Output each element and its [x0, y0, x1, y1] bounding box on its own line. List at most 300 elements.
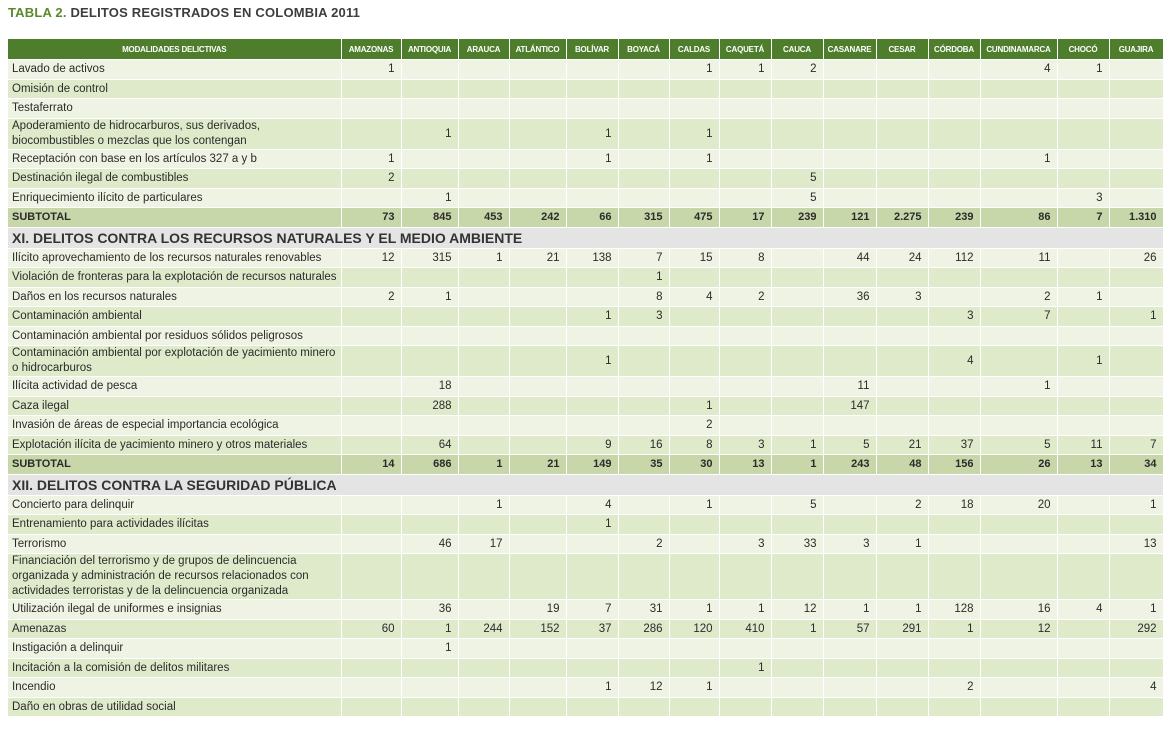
value-cell [618, 188, 669, 208]
value-cell [928, 697, 980, 717]
value-cell [771, 658, 823, 678]
value-cell [618, 396, 669, 416]
value-cell [876, 639, 928, 659]
section-heading-row [8, 227, 1163, 248]
value-cell [341, 600, 401, 620]
column-header-department: BOYACÁ [618, 39, 669, 60]
value-cell [876, 149, 928, 169]
value-cell [928, 377, 980, 397]
value-cell: 1 [771, 455, 823, 475]
value-cell [719, 554, 771, 600]
value-cell [401, 416, 458, 436]
column-header-department: CÓRDOBA [928, 39, 980, 60]
value-cell [823, 60, 876, 80]
value-cell: 152 [509, 619, 566, 639]
value-cell [823, 416, 876, 436]
value-cell: 1 [401, 619, 458, 639]
value-cell [980, 346, 1057, 377]
value-cell [980, 697, 1057, 717]
value-cell [341, 268, 401, 288]
value-cell [458, 515, 509, 535]
value-cell [1057, 377, 1109, 397]
value-cell [1109, 326, 1163, 346]
value-cell [1057, 697, 1109, 717]
value-cell: 292 [1109, 619, 1163, 639]
value-cell [566, 188, 618, 208]
table-row [8, 697, 1163, 717]
crime-label: Caza ilegal [8, 396, 341, 416]
value-cell [980, 188, 1057, 208]
value-cell: 4 [1057, 600, 1109, 620]
value-cell [1109, 268, 1163, 288]
value-cell: 1 [719, 60, 771, 80]
value-cell [566, 268, 618, 288]
value-cell [401, 149, 458, 169]
value-cell [509, 697, 566, 717]
value-cell [719, 268, 771, 288]
crime-label: Invasión de áreas de especial importancia ecológica [8, 416, 341, 436]
value-cell: 7 [980, 307, 1057, 327]
value-cell: 12 [980, 619, 1057, 639]
value-cell: 138 [566, 248, 618, 268]
value-cell: 21 [509, 248, 566, 268]
table-row [8, 554, 1163, 600]
value-cell: 30 [669, 455, 719, 475]
value-cell: 121 [823, 208, 876, 228]
value-cell [341, 118, 401, 149]
value-cell [980, 639, 1057, 659]
value-cell [1109, 99, 1163, 119]
value-cell: 286 [618, 619, 669, 639]
value-cell: 2 [669, 416, 719, 436]
value-cell [566, 639, 618, 659]
value-cell [618, 416, 669, 436]
subtotal-row [8, 455, 1163, 475]
value-cell [1109, 658, 1163, 678]
value-cell [458, 79, 509, 99]
value-cell [566, 416, 618, 436]
value-cell [876, 169, 928, 189]
value-cell [980, 326, 1057, 346]
value-cell: 7 [1057, 208, 1109, 228]
value-cell [341, 307, 401, 327]
column-header-department: CESAR [876, 39, 928, 60]
value-cell: 1 [566, 307, 618, 327]
value-cell [771, 554, 823, 600]
value-cell: 2 [980, 287, 1057, 307]
value-cell [928, 149, 980, 169]
value-cell [1057, 639, 1109, 659]
table-row [8, 326, 1163, 346]
value-cell [876, 326, 928, 346]
value-cell: 37 [566, 619, 618, 639]
value-cell: 7 [618, 248, 669, 268]
value-cell: 1 [341, 60, 401, 80]
value-cell [1109, 169, 1163, 189]
value-cell [1109, 149, 1163, 169]
value-cell [876, 188, 928, 208]
value-cell [618, 639, 669, 659]
column-header-department: ATLÁNTICO [509, 39, 566, 60]
value-cell: 11 [1057, 435, 1109, 455]
crime-label: Ilícito aprovechamiento de los recursos naturales renovables [8, 248, 341, 268]
table-row [8, 287, 1163, 307]
value-cell [458, 554, 509, 600]
value-cell [823, 554, 876, 600]
value-cell [771, 149, 823, 169]
subtotal-row [8, 208, 1163, 228]
value-cell [509, 658, 566, 678]
value-cell: 4 [1109, 678, 1163, 698]
value-cell [509, 307, 566, 327]
value-cell [719, 79, 771, 99]
value-cell [823, 307, 876, 327]
value-cell [401, 79, 458, 99]
table-number: TABLA 2. [8, 5, 67, 20]
crime-label: Ilícita actividad de pesca [8, 377, 341, 397]
value-cell [509, 515, 566, 535]
value-cell: 12 [618, 678, 669, 698]
value-cell: 315 [401, 248, 458, 268]
value-cell: 11 [980, 248, 1057, 268]
value-cell [509, 149, 566, 169]
value-cell: 2 [928, 678, 980, 698]
value-cell [458, 658, 509, 678]
value-cell: 26 [980, 455, 1057, 475]
table-row [8, 169, 1163, 189]
value-cell: 244 [458, 619, 509, 639]
crime-label: Instigación a delinquir [8, 639, 341, 659]
table-row [8, 118, 1163, 149]
column-header-department: CAQUETÁ [719, 39, 771, 60]
value-cell [876, 307, 928, 327]
value-cell: 7 [1109, 435, 1163, 455]
value-cell: 288 [401, 396, 458, 416]
table-row [8, 149, 1163, 169]
value-cell: 1 [1057, 60, 1109, 80]
value-cell: 1 [401, 188, 458, 208]
value-cell: 1 [566, 678, 618, 698]
value-cell [341, 416, 401, 436]
value-cell: 1 [566, 118, 618, 149]
value-cell [341, 396, 401, 416]
value-cell: 3 [719, 534, 771, 554]
value-cell: 4 [928, 346, 980, 377]
value-cell: 8 [669, 435, 719, 455]
value-cell: 8 [719, 248, 771, 268]
value-cell [618, 169, 669, 189]
value-cell: 13 [1109, 534, 1163, 554]
value-cell [618, 697, 669, 717]
value-cell [719, 678, 771, 698]
value-cell [401, 169, 458, 189]
value-cell: 5 [771, 495, 823, 515]
value-cell [1109, 416, 1163, 436]
value-cell [980, 554, 1057, 600]
value-cell [669, 697, 719, 717]
value-cell [771, 326, 823, 346]
value-cell [401, 99, 458, 119]
crime-label: Amenazas [8, 619, 341, 639]
value-cell: 1 [719, 658, 771, 678]
crimes-table [8, 39, 1164, 717]
value-cell [458, 639, 509, 659]
value-cell [509, 326, 566, 346]
value-cell [401, 326, 458, 346]
value-cell [566, 79, 618, 99]
value-cell: 1 [669, 678, 719, 698]
value-cell: 149 [566, 455, 618, 475]
table-row [8, 268, 1163, 288]
value-cell [1109, 697, 1163, 717]
value-cell [823, 99, 876, 119]
value-cell: 73 [341, 208, 401, 228]
table-row [8, 60, 1163, 80]
value-cell [401, 515, 458, 535]
value-cell [980, 416, 1057, 436]
value-cell [509, 639, 566, 659]
value-cell [401, 554, 458, 600]
crime-label: Incitación a la comisión de delitos militares [8, 658, 341, 678]
value-cell [928, 118, 980, 149]
value-cell [618, 495, 669, 515]
crime-label: Destinación ilegal de combustibles [8, 169, 341, 189]
value-cell: 36 [823, 287, 876, 307]
value-cell: 3 [876, 287, 928, 307]
value-cell [618, 554, 669, 600]
value-cell [928, 188, 980, 208]
section-title: XII. DELITOS CONTRA LA SEGURIDAD PÚBLICA [8, 474, 1163, 495]
subtotal-label: SUBTOTAL [8, 208, 341, 228]
table-row [8, 600, 1163, 620]
value-cell [341, 639, 401, 659]
value-cell [719, 377, 771, 397]
value-cell: 44 [823, 248, 876, 268]
value-cell [928, 658, 980, 678]
table-row [8, 377, 1163, 397]
value-cell [823, 326, 876, 346]
value-cell: 1 [566, 149, 618, 169]
value-cell [458, 169, 509, 189]
value-cell: 24 [876, 248, 928, 268]
value-cell [1057, 79, 1109, 99]
value-cell [980, 268, 1057, 288]
value-cell [458, 377, 509, 397]
value-cell: 57 [823, 619, 876, 639]
value-cell: 18 [401, 377, 458, 397]
value-cell: 1 [980, 377, 1057, 397]
value-cell: 5 [771, 169, 823, 189]
value-cell: 239 [771, 208, 823, 228]
value-cell [1057, 416, 1109, 436]
value-cell: 845 [401, 208, 458, 228]
value-cell: 1 [823, 600, 876, 620]
value-cell: 1 [876, 534, 928, 554]
value-cell [771, 416, 823, 436]
value-cell [1109, 515, 1163, 535]
table-row [8, 435, 1163, 455]
value-cell [401, 658, 458, 678]
value-cell [1057, 307, 1109, 327]
value-cell [458, 435, 509, 455]
table-row [8, 307, 1163, 327]
value-cell [823, 495, 876, 515]
value-cell [618, 326, 669, 346]
value-cell: 16 [618, 435, 669, 455]
value-cell [458, 697, 509, 717]
value-cell: 34 [1109, 455, 1163, 475]
crime-label: Utilización ilegal de uniformes e insignias [8, 600, 341, 620]
value-cell [771, 99, 823, 119]
crime-label: Entrenamiento para actividades ilícitas [8, 515, 341, 535]
value-cell [509, 377, 566, 397]
value-cell: 7 [566, 600, 618, 620]
value-cell [566, 697, 618, 717]
value-cell [1109, 639, 1163, 659]
value-cell: 17 [719, 208, 771, 228]
value-cell [1109, 396, 1163, 416]
value-cell [719, 346, 771, 377]
value-cell: 21 [876, 435, 928, 455]
value-cell: 33 [771, 534, 823, 554]
value-cell: 12 [771, 600, 823, 620]
crime-label: Terrorismo [8, 534, 341, 554]
value-cell: 1 [928, 619, 980, 639]
crime-label: Concierto para delinquir [8, 495, 341, 515]
value-cell: 453 [458, 208, 509, 228]
value-cell: 1 [1109, 307, 1163, 327]
value-cell [458, 396, 509, 416]
value-cell [1057, 268, 1109, 288]
value-cell [669, 534, 719, 554]
value-cell [669, 346, 719, 377]
value-cell [509, 169, 566, 189]
value-cell [566, 377, 618, 397]
value-cell [669, 554, 719, 600]
value-cell: 5 [980, 435, 1057, 455]
crime-label: Contaminación ambiental por explotación de yacimiento minero o hidrocarburos [8, 346, 341, 377]
crime-label: Daños en los recursos naturales [8, 287, 341, 307]
value-cell: 2.275 [876, 208, 928, 228]
value-cell: 112 [928, 248, 980, 268]
value-cell: 60 [341, 619, 401, 639]
value-cell [401, 268, 458, 288]
value-cell [1109, 554, 1163, 600]
value-cell [509, 534, 566, 554]
value-cell [458, 307, 509, 327]
value-cell: 1 [566, 346, 618, 377]
crime-label: Explotación ilícita de yacimiento minero y otros materiales [8, 435, 341, 455]
value-cell: 31 [618, 600, 669, 620]
value-cell [341, 697, 401, 717]
value-cell [1057, 149, 1109, 169]
value-cell [618, 79, 669, 99]
table-row [8, 99, 1163, 119]
table-row [8, 346, 1163, 377]
crime-label: Apoderamiento de hidrocarburos, sus derivados, biocombustibles o mezclas que los contengan [8, 118, 341, 149]
value-cell [618, 346, 669, 377]
value-cell [1057, 118, 1109, 149]
column-header-department: CUNDINAMARCA [980, 39, 1057, 60]
value-cell [876, 377, 928, 397]
value-cell [980, 515, 1057, 535]
value-cell [876, 554, 928, 600]
value-cell [876, 396, 928, 416]
value-cell: 1 [669, 149, 719, 169]
value-cell [980, 658, 1057, 678]
table-row [8, 619, 1163, 639]
value-cell [509, 435, 566, 455]
value-cell [928, 99, 980, 119]
column-header-department: CASANARE [823, 39, 876, 60]
value-cell: 64 [401, 435, 458, 455]
value-cell [1109, 287, 1163, 307]
value-cell [928, 396, 980, 416]
value-cell [341, 346, 401, 377]
value-cell: 15 [669, 248, 719, 268]
value-cell [458, 118, 509, 149]
value-cell: 475 [669, 208, 719, 228]
column-header-modalidades: MODALIDADES DELICTIVAS [8, 39, 341, 60]
value-cell [618, 99, 669, 119]
value-cell [458, 99, 509, 119]
value-cell [928, 416, 980, 436]
value-cell [876, 416, 928, 436]
value-cell [566, 169, 618, 189]
table-title [8, 5, 360, 25]
value-cell [876, 346, 928, 377]
value-cell: 1 [669, 495, 719, 515]
value-cell: 291 [876, 619, 928, 639]
value-cell: 147 [823, 396, 876, 416]
value-cell: 120 [669, 619, 719, 639]
value-cell [341, 495, 401, 515]
value-cell: 1 [980, 149, 1057, 169]
value-cell: 1 [719, 600, 771, 620]
crime-label: Omisión de control [8, 79, 341, 99]
value-cell: 12 [341, 248, 401, 268]
value-cell [341, 326, 401, 346]
value-cell: 1 [566, 515, 618, 535]
value-cell: 1 [876, 600, 928, 620]
value-cell [509, 99, 566, 119]
crime-label: Enriquecimiento ilícito de particulares [8, 188, 341, 208]
value-cell [719, 188, 771, 208]
value-cell: 5 [823, 435, 876, 455]
value-cell: 11 [823, 377, 876, 397]
value-cell: 18 [928, 495, 980, 515]
value-cell [669, 79, 719, 99]
table-row [8, 678, 1163, 698]
value-cell [509, 188, 566, 208]
value-cell [458, 416, 509, 436]
value-cell [509, 396, 566, 416]
value-cell [458, 60, 509, 80]
value-cell: 66 [566, 208, 618, 228]
value-cell [823, 118, 876, 149]
value-cell [341, 658, 401, 678]
value-cell [1109, 346, 1163, 377]
value-cell [771, 118, 823, 149]
column-header-department: BOLÍVAR [566, 39, 618, 60]
value-cell: 1 [1109, 600, 1163, 620]
value-cell [1057, 99, 1109, 119]
crime-label: Lavado de activos [8, 60, 341, 80]
value-cell [1109, 188, 1163, 208]
value-cell [401, 678, 458, 698]
value-cell [669, 326, 719, 346]
value-cell [1057, 495, 1109, 515]
